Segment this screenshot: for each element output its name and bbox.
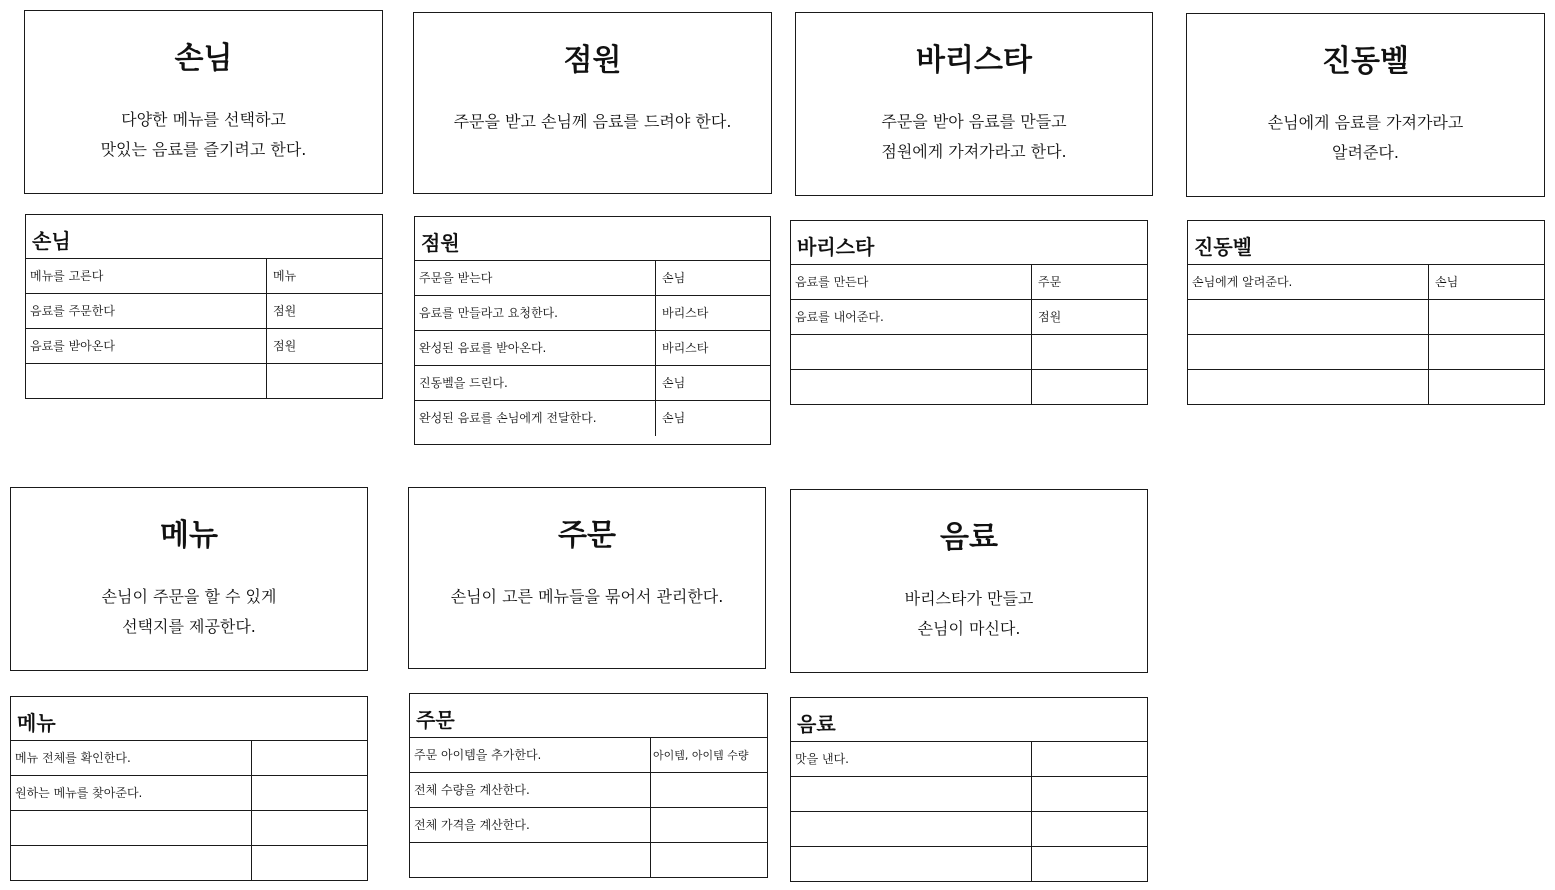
responsibility-cell: 메뉴 전체를 확인한다.	[15, 751, 131, 765]
collaborator-cell: 손님	[655, 401, 770, 436]
crc-row	[1188, 300, 1544, 335]
object-card-description	[801, 584, 1137, 644]
crc-card-barista	[790, 220, 1148, 405]
object-card-customer	[24, 10, 383, 194]
object-card-description	[1197, 108, 1534, 168]
collaborator-cell	[266, 364, 382, 399]
object-card-description	[424, 107, 761, 137]
description-line: 맛있는 음료를 즐기려고 한다.	[100, 140, 307, 159]
object-card-staff	[413, 12, 772, 194]
collaborator-cell	[1031, 847, 1147, 882]
crc-row	[791, 742, 1147, 777]
crc-row	[791, 812, 1147, 847]
description-line: 선택지를 제공한다.	[122, 617, 256, 636]
object-card-barista	[795, 12, 1153, 196]
collaborator-cell	[1428, 300, 1544, 334]
crc-row	[11, 776, 367, 811]
crc-row	[410, 808, 767, 843]
crc-row	[415, 296, 770, 331]
crc-row	[1188, 370, 1544, 405]
responsibility-cell: 완성된 음료를 손님에게 전달한다.	[419, 411, 597, 425]
responsibility-cell: 전체 수량을 계산한다.	[414, 783, 530, 797]
crc-row	[415, 261, 770, 296]
crc-row	[791, 335, 1147, 370]
responsibility-cell: 완성된 음료를 받아온다.	[419, 341, 547, 355]
collaborator-cell	[1031, 777, 1147, 811]
crc-card-order	[409, 693, 768, 878]
collaborator-cell	[1031, 370, 1147, 405]
crc-card-menu	[10, 696, 368, 881]
description-line: 점원에게 가져가라고 한다.	[881, 142, 1067, 161]
crc-row	[1188, 335, 1544, 370]
crc-card-customer	[25, 214, 383, 399]
object-card-title: 진동벨	[1322, 44, 1409, 79]
crc-row	[410, 738, 767, 773]
collaborator-cell	[650, 843, 767, 878]
crc-card-beverage	[790, 697, 1148, 882]
crc-card-title: 진동벨	[1188, 221, 1544, 265]
collaborator-cell	[251, 846, 367, 881]
object-card-order	[408, 487, 766, 669]
collaborator-cell	[1428, 335, 1544, 369]
responsibility-cell: 원하는 메뉴를 찾아준다.	[15, 786, 143, 800]
collaborator-cell: 메뉴	[266, 259, 382, 293]
collaborator-cell: 점원	[1031, 300, 1147, 334]
crc-row	[791, 370, 1147, 405]
collaborator-cell: 바리스타	[655, 331, 770, 365]
collaborator-cell	[1031, 812, 1147, 846]
crc-row	[1188, 265, 1544, 300]
crc-row	[791, 847, 1147, 882]
crc-row	[791, 265, 1147, 300]
description-line: 손님에게 음료를 가져가라고	[1267, 113, 1464, 132]
collaborator-cell: 손님	[655, 366, 770, 400]
description-line: 바리스타가 만들고	[904, 589, 1034, 608]
responsibility-cell: 진동벨을 드린다.	[419, 376, 508, 390]
collaborator-cell	[1428, 370, 1544, 405]
crc-row	[11, 741, 367, 776]
object-card-description	[21, 582, 357, 642]
description-line: 손님이 고른 메뉴들을 묶어서 관리한다.	[450, 587, 724, 606]
responsibility-cell: 음료를 받아온다	[30, 339, 115, 353]
crc-card-title: 음료	[791, 698, 1147, 742]
object-card-description	[806, 107, 1142, 167]
crc-card-staff	[414, 216, 771, 445]
object-card-description	[419, 582, 755, 612]
crc-row	[26, 294, 382, 329]
crc-row	[26, 364, 382, 399]
crc-card-title: 주문	[410, 694, 767, 738]
collaborator-cell	[251, 811, 367, 845]
collaborator-cell	[251, 776, 367, 810]
responsibility-cell: 음료를 만들라고 요청한다.	[419, 306, 558, 320]
object-card-title: 주문	[558, 518, 616, 553]
responsibility-cell: 메뉴를 고른다	[30, 269, 104, 283]
responsibility-cell: 음료를 만든다	[795, 275, 869, 289]
description-line: 다양한 메뉴를 선택하고	[121, 110, 286, 129]
responsibility-cell: 전체 가격을 계산한다.	[414, 818, 530, 832]
collaborator-cell	[1031, 335, 1147, 369]
responsibility-cell: 맛을 낸다.	[795, 752, 849, 766]
collaborator-cell: 아이템, 아이템 수량	[650, 738, 767, 772]
object-card-vibration-bell	[1186, 13, 1545, 197]
object-card-description	[35, 105, 372, 165]
crc-row	[410, 843, 767, 878]
collaborator-cell: 손님	[1428, 265, 1544, 299]
crc-card-title: 점원	[415, 217, 770, 261]
crc-row	[791, 300, 1147, 335]
crc-row	[415, 366, 770, 401]
crc-card-vibration-bell	[1187, 220, 1545, 405]
collaborator-cell	[650, 773, 767, 807]
responsibility-cell: 음료를 내어준다.	[795, 310, 884, 324]
responsibility-cell: 손님에게 알려준다.	[1192, 275, 1293, 289]
crc-row	[26, 329, 382, 364]
object-card-title: 메뉴	[160, 518, 218, 553]
object-card-menu	[10, 487, 368, 671]
object-card-title: 손님	[174, 41, 233, 76]
collaborator-cell: 바리스타	[655, 296, 770, 330]
crc-card-title: 바리스타	[791, 221, 1147, 265]
collaborator-cell: 점원	[266, 294, 382, 328]
responsibility-cell: 주문을 받는다	[419, 271, 493, 285]
description-line: 주문을 받고 손님께 음료를 드려야 한다.	[453, 112, 732, 131]
responsibility-cell: 음료를 주문한다	[30, 304, 115, 318]
collaborator-cell: 점원	[266, 329, 382, 363]
crc-row	[415, 331, 770, 366]
description-line: 손님이 마신다.	[917, 619, 1021, 638]
crc-row	[415, 401, 770, 436]
description-line: 알려준다.	[1332, 143, 1399, 162]
crc-card-title: 손님	[26, 215, 382, 259]
collaborator-cell	[1031, 742, 1147, 776]
collaborator-cell: 손님	[655, 261, 770, 295]
object-card-title: 점원	[563, 43, 622, 78]
description-line: 주문을 받아 음료를 만들고	[881, 112, 1067, 131]
crc-row	[11, 846, 367, 881]
crc-row	[410, 773, 767, 808]
crc-card-title: 메뉴	[11, 697, 367, 741]
object-card-beverage	[790, 489, 1148, 673]
object-card-title: 음료	[940, 520, 998, 555]
object-card-title: 바리스타	[916, 43, 1032, 78]
responsibility-cell: 주문 아이템을 추가한다.	[414, 748, 542, 762]
collaborator-cell	[650, 808, 767, 842]
crc-row	[791, 777, 1147, 812]
description-line: 손님이 주문을 할 수 있게	[101, 587, 277, 606]
collaborator-cell: 주문	[1031, 265, 1147, 299]
crc-row	[26, 259, 382, 294]
crc-row	[11, 811, 367, 846]
collaborator-cell	[251, 741, 367, 775]
